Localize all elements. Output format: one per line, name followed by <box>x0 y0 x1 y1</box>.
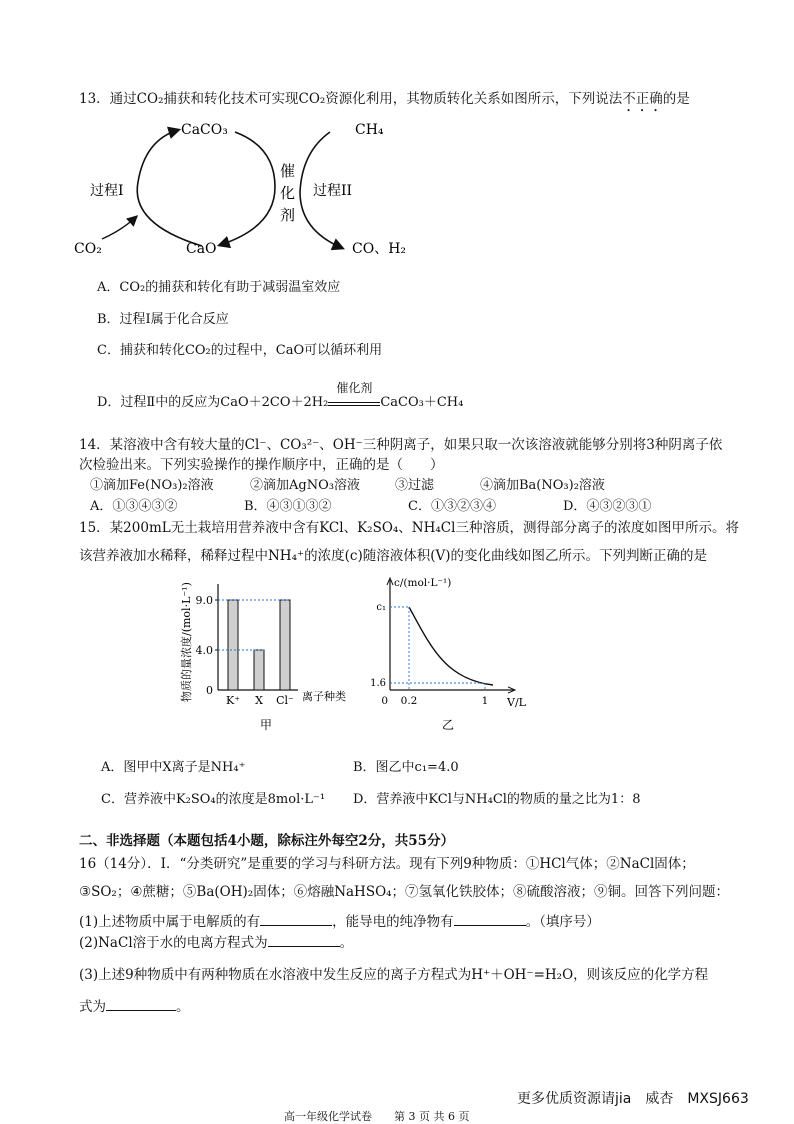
caco3-label: CaCO₃ <box>181 122 228 138</box>
q16-sub2: (2)NaCl溶于水的电离方程式为 。 <box>79 935 354 951</box>
chart-jia-title: 甲 <box>260 718 273 732</box>
chart-yi-tick-x-2: 1 <box>481 695 489 707</box>
chart-yi-tick-x-0: 0 <box>381 695 388 707</box>
chart-yi-tick-x-1: 0.2 <box>400 695 418 707</box>
chart-yi <box>370 572 534 732</box>
q13-option-a: A．CO₂的捕获和转化有助于减弱温室效应 <box>97 280 341 295</box>
q15-line1: 15．某200mL无土栽培用营养液中含有KCl、K₂SO₄、NH₄Cl三种溶质，测得部分离子的浓度如图甲所示。将 <box>79 520 739 536</box>
q14-choice-c: C．①③②③④ <box>408 499 496 514</box>
footer-page: 高一年级化学试卷 第 3 页 共 6 页 <box>284 1110 470 1123</box>
chart-jia-tick-x-2: Cl⁻ <box>276 694 294 707</box>
q13-stem: 13．通过CO₂捕获和转化技术可实现CO₂资源化利用，其物质转化关系如图所示，下列说法不正确的是 <box>79 91 690 107</box>
q14-choice-a: A．①③④③② <box>90 499 178 514</box>
chart-yi-curve <box>409 607 493 685</box>
cycle-arc-left <box>137 130 202 246</box>
catalyst-char-1: 催 <box>280 162 296 180</box>
reaction-condition: 催化剂 <box>328 396 380 406</box>
q15-line2: 该营养液加水稀释，稀释过程中NH₄⁺的浓度(c)随溶液体积(V)的变化曲线如图乙所示。下列判断正确的是 <box>79 548 707 564</box>
q14-line1: 14．某溶液中含有较大量的Cl⁻、CO₃²⁻、OH⁻三种阴离子，如果只取一次该溶液就能够分别将3种阴离子依 <box>79 437 723 453</box>
q15-option-c: C．营养液中K₂SO₄的浓度是8mol·L⁻¹ <box>101 792 326 807</box>
answer-blank-conductors[interactable] <box>454 925 526 926</box>
catalyst-char-3: 剂 <box>280 206 296 224</box>
q14-choice-b: B．④③①③② <box>244 499 332 514</box>
chart-jia <box>176 572 356 732</box>
q13-option-b: B．过程Ⅰ属于化合反应 <box>97 312 229 327</box>
q14-op-3: ③过滤 <box>395 478 435 493</box>
co2-label: CO₂ <box>74 241 102 257</box>
q13-cycle-diagram <box>70 112 430 262</box>
process1-label: 过程I <box>90 183 124 199</box>
chart-jia-tick-x-0: K⁺ <box>225 694 241 707</box>
q15-option-d: D．营养液中KCl与NH₄Cl的物质的量之比为1：8 <box>353 792 641 807</box>
chart-yi-title: 乙 <box>442 718 455 732</box>
q15-option-a: A．图甲中X离子是NH₄⁺ <box>101 760 246 775</box>
q14-op-4: ④滴加Ba(NO₃)₂溶液 <box>480 478 605 493</box>
answer-blank-electrolytes[interactable] <box>260 925 332 926</box>
chart-jia-bar-0 <box>228 600 238 690</box>
chart-yi-tick-y-0: c₁ <box>376 602 386 613</box>
process2-label: 过程II <box>313 183 353 199</box>
chart-jia-tick-x-1: X <box>255 694 263 707</box>
q13-option-c: C．捕获和转化CO₂的过程中，CaO可以循环利用 <box>97 343 383 358</box>
q13-emphasis: 不正确 <box>622 91 663 107</box>
ch4-label: CH₄ <box>355 122 384 138</box>
products-label: CO、H₂ <box>352 241 407 257</box>
q13-option-d: D．过程Ⅱ中的反应为CaO＋2CO＋2H₂ 催化剂 CaCO₃＋CH₄ <box>97 381 464 410</box>
chart-yi-ylabel: c/(mol·L⁻¹) <box>394 577 452 589</box>
chart-yi-tick-y-1: 1.6 <box>370 678 386 689</box>
chart-jia-ylabel: 物质的量浓度/(mol·L⁻¹) <box>180 582 193 702</box>
q14-op-1: ①滴加Fe(NO₃)₂溶液 <box>90 478 214 493</box>
chart-jia-bar-2 <box>280 600 290 690</box>
q16-sub1: (1)上述物质中属于电解质的有 ，能导电的纯净物有 。（填序号） <box>79 914 600 930</box>
catalyst-char-2: 化 <box>280 184 296 202</box>
chart-jia-xlabel: 离子种类 <box>302 690 346 703</box>
co2-arrow <box>102 217 136 239</box>
q16-sub3-line1: (3)上述9种物质中有两种物质在水溶液中发生反应的离子方程式为H⁺＋OH⁻=H₂O，则该反应的化学方程 <box>79 967 709 983</box>
cao-label: CaO <box>186 241 217 257</box>
q15-option-b: B．图乙中c₁=4.0 <box>353 760 459 775</box>
section2-title: 二、非选择题（本题包括4小题，除标注外每空2分，共55分） <box>79 833 455 849</box>
footer-ad: 更多优质资源请jia 威杏 MXSJ663 <box>517 1091 749 1107</box>
chart-jia-tick-y-1: 4.0 <box>195 644 213 657</box>
q14-op-2: ②滴加AgNO₃溶液 <box>250 478 360 493</box>
q14-choice-d: D．④③②③① <box>563 499 652 514</box>
cycle-arc-right <box>220 132 275 245</box>
chart-yi-xlabel: V/L <box>507 696 526 709</box>
chart-jia-bar-1 <box>254 650 264 690</box>
answer-blank-ionization[interactable] <box>268 946 340 947</box>
q16-line2: ③SO₂；④蔗糖；⑤Ba(OH)₂固体；⑥熔融NaHSO₄；⑦氢氧化铁胶体；⑧硫酸溶液；⑨铜。回答下列问题： <box>79 884 730 900</box>
chart-jia-tick-y-0: 9.0 <box>195 594 213 607</box>
chart-jia-tick-y-2: 0 <box>206 684 213 697</box>
answer-blank-equation[interactable] <box>106 1010 176 1011</box>
q16-line1: 16（14分）．I．“分类研究”是重要的学习与科研方法。现有下列9种物质：①HCl气体；②NaCl固体； <box>79 856 695 872</box>
q16-sub3-line2: 式为 。 <box>79 999 190 1015</box>
q14-line2: 次检验出来。下列实验操作的操作顺序中，正确的是（ ） <box>79 457 444 473</box>
